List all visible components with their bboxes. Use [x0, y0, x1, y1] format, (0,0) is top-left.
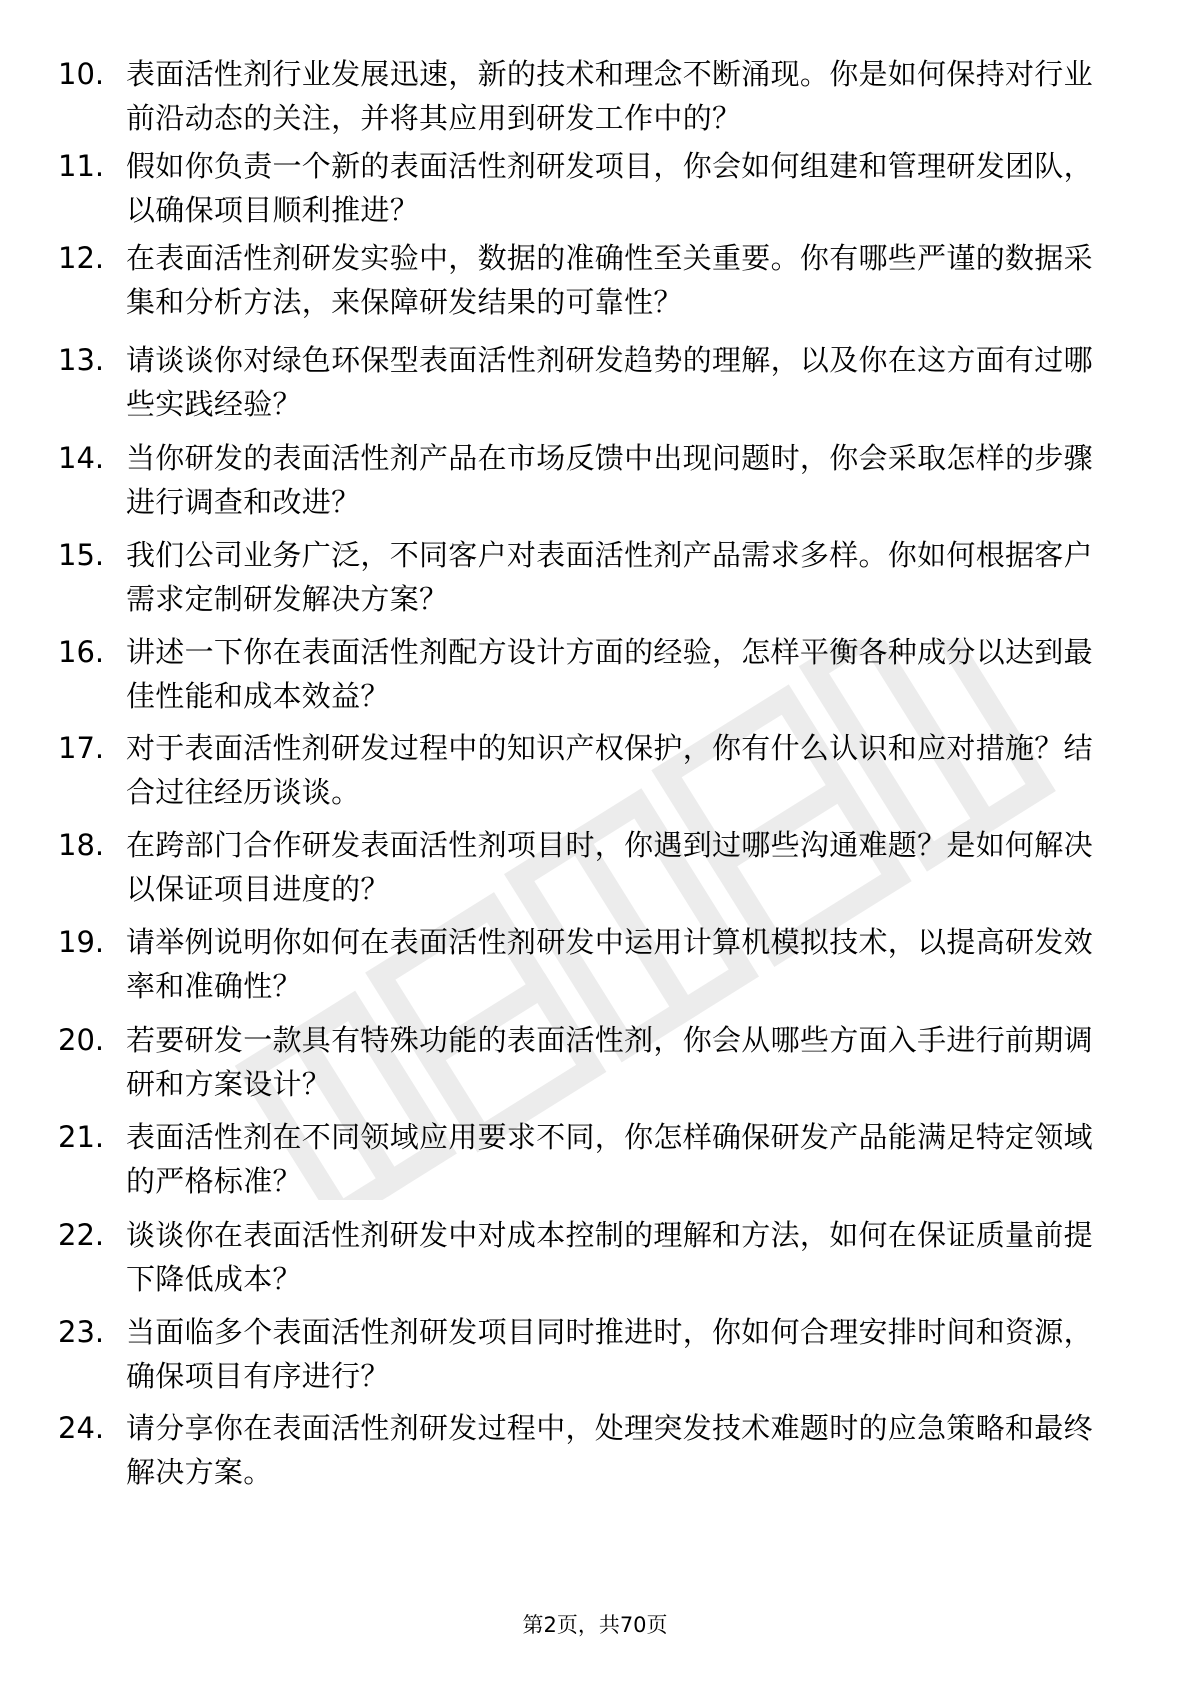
question-text: 假如你负责一个新的表面活性剂研发项目，你会如何组建和管理研发团队，以确保项目顺利推进？	[126, 149, 1093, 227]
page-footer	[0, 1610, 1190, 1640]
question-text: 表面活性剂行业发展迅速，新的技术和理念不断涌现。你是如何保持对行业前沿动态的关注，并将其应用到研发工作中的？	[126, 57, 1093, 135]
question-item	[58, 52, 1118, 152]
question-text: 请分享你在表面活性剂研发过程中，处理突发技术难题时的应急策略和最终解决方案。	[126, 1411, 1093, 1489]
question-item	[58, 338, 1118, 438]
question-number: 10.	[58, 57, 105, 91]
question-text: 谈谈你在表面活性剂研发中对成本控制的理解和方法，如何在保证质量前提下降低成本？	[126, 1218, 1093, 1296]
question-text: 若要研发一款具有特殊功能的表面活性剂，你会从哪些方面入手进行前期调研和方案设计？	[126, 1023, 1093, 1101]
question-text: 请举例说明你如何在表面活性剂研发中运用计算机模拟技术，以提高研发效率和准确性？	[126, 925, 1093, 1003]
question-item	[58, 823, 1118, 923]
question-item	[58, 1213, 1118, 1313]
question-item	[58, 920, 1118, 1020]
question-number: 13.	[58, 343, 105, 377]
question-number: 22.	[58, 1218, 105, 1252]
question-text: 请谈谈你对绿色环保型表面活性剂研发趋势的理解，以及你在这方面有过哪些实践经验？	[126, 343, 1093, 421]
question-number: 23.	[58, 1315, 105, 1349]
page-number-label: 第2页，共70页	[522, 1613, 668, 1637]
question-number: 12.	[58, 241, 105, 275]
question-text: 当面临多个表面活性剂研发项目同时推进时，你如何合理安排时间和资源，确保项目有序进行？	[126, 1315, 1093, 1393]
question-item	[58, 236, 1118, 336]
question-number: 16.	[58, 635, 105, 669]
question-number: 21.	[58, 1120, 105, 1154]
question-number: 15.	[58, 538, 105, 572]
question-number: 11.	[58, 149, 105, 183]
question-item	[58, 144, 1118, 244]
question-item	[58, 726, 1118, 826]
question-item	[58, 1115, 1118, 1215]
question-item	[58, 533, 1118, 633]
question-item	[58, 1406, 1118, 1506]
question-text: 讲述一下你在表面活性剂配方设计方面的经验，怎样平衡各种成分以达到最佳性能和成本效益？	[126, 635, 1093, 713]
question-text: 表面活性剂在不同领域应用要求不同，你怎样确保研发产品能满足特定领域的严格标准？	[126, 1120, 1093, 1198]
question-item	[58, 630, 1118, 730]
question-number: 19.	[58, 925, 105, 959]
question-number: 20.	[58, 1023, 105, 1057]
question-item	[58, 1310, 1118, 1410]
question-text: 在跨部门合作研发表面活性剂项目时，你遇到过哪些沟通难题？是如何解决以保证项目进度的？	[126, 828, 1093, 906]
question-text: 我们公司业务广泛，不同客户对表面活性剂产品需求多样。你如何根据客户需求定制研发解决方案？	[126, 538, 1093, 616]
question-text: 在表面活性剂研发实验中，数据的准确性至关重要。你有哪些严谨的数据采集和分析方法，来保障研发结果的可靠性？	[126, 241, 1093, 319]
question-number: 14.	[58, 441, 105, 475]
question-item	[58, 436, 1118, 536]
question-item	[58, 1018, 1118, 1118]
question-number: 17.	[58, 731, 105, 765]
question-text: 对于表面活性剂研发过程中的知识产权保护，你有什么认识和应对措施？结合过往经历谈谈。	[126, 731, 1093, 809]
question-number: 18.	[58, 828, 105, 862]
question-number: 24.	[58, 1411, 105, 1445]
question-text: 当你研发的表面活性剂产品在市场反馈中出现问题时，你会采取怎样的步骤进行调查和改进？	[126, 441, 1093, 519]
